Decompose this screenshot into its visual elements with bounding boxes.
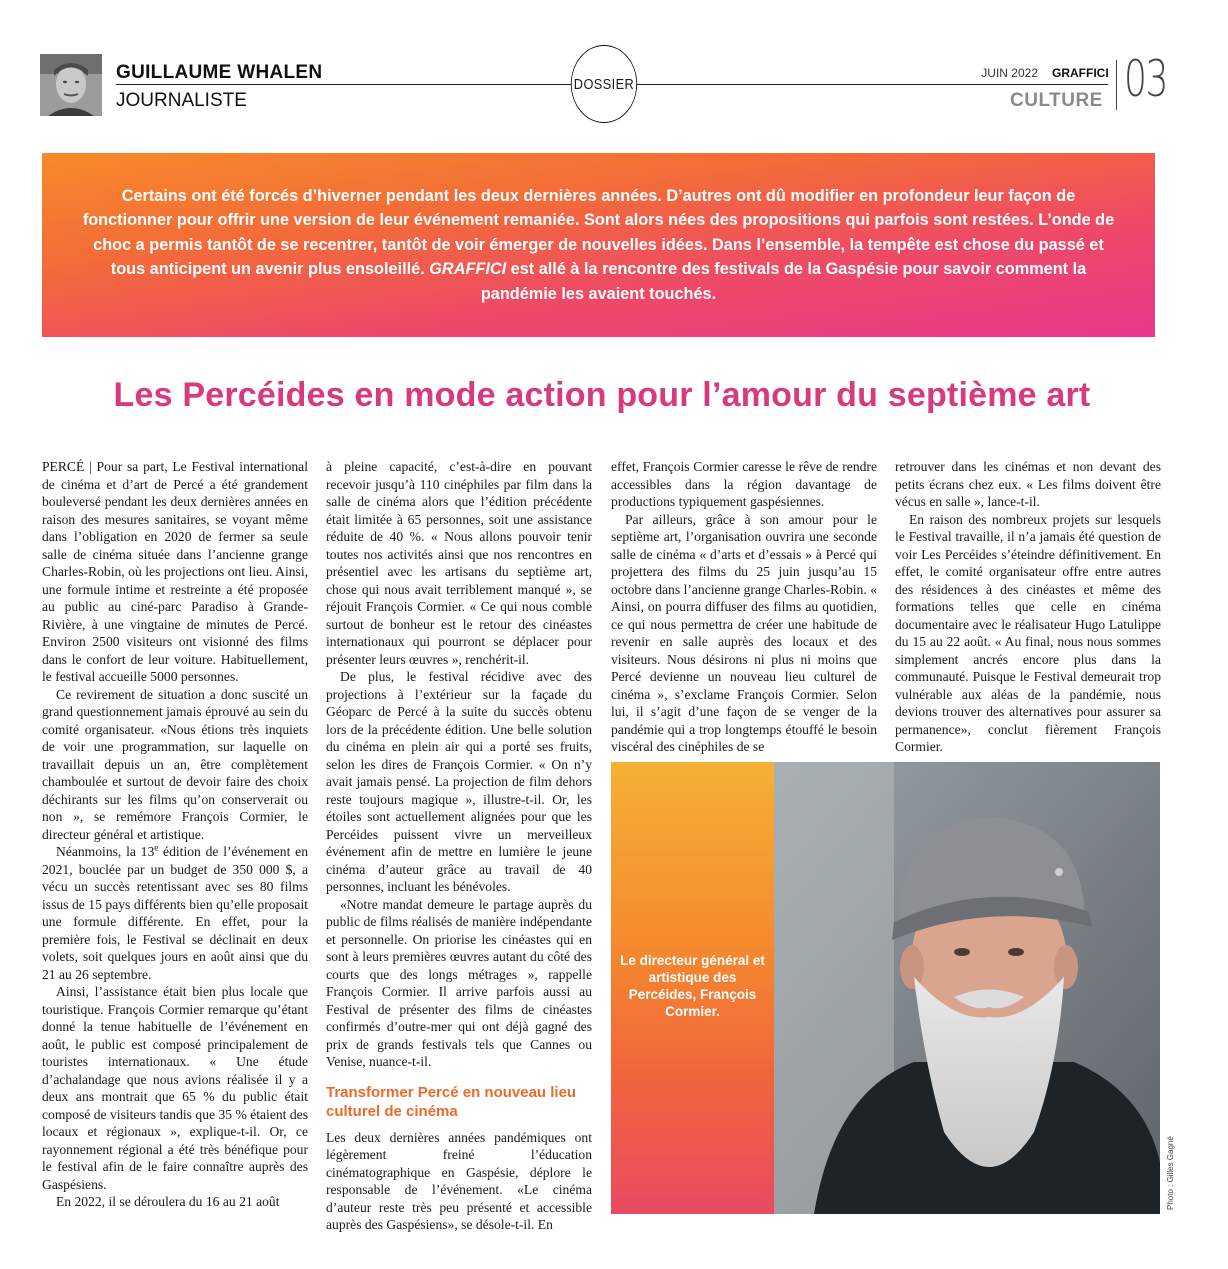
paragraph: En raison des nombreux projets sur lesquels le Festival travaille, il n’a jamais été question de voir Les Percéides s’éteindre définitivement. En effet, le comité organisateur offre entre autres des résidences à des cinéastes et même des formations telles que celle en cinéma documentaire avec le réalisateur Hugo Latulippe du 15 au 22 août. « Au final, nous nous sommes simplement ancrés encore plus dans la communauté. Puisque le Festival demeurait trop vulnérable aux aléas de la pandémie, nous devions trouver des alternatives pour assurer sa permanence», conclut fièrement François Cormier. bbox=[895, 511, 1161, 754]
paragraph: Les deux dernières années pandémiques ont légèrement freiné l’éducation cinématographique en Gaspésie, déplore le responsable de l’événement. «Le cinéma d’auteur reste très peu présenté et accessible auprès des Gaspésiens», se désole-t-il. En bbox=[326, 1129, 592, 1232]
magazine-name: GRAFFICI bbox=[1052, 66, 1109, 80]
article-column-3 bbox=[611, 458, 877, 756]
paragraph: «Notre mandat demeure le partage auprès du public de films réalisés de manière indépendante et personnelle. On priorise les cinéastes qui en sont à leurs premières œuvres autant du côté des courts que des longs métrages », rappelle François Cormier. Il arrive parfois aussi au Festival de présenter des films de cinéastes confirmés d’outre-mer qui ont déjà gagné des prix de grands festivals tels que Cannes ou Venise, nuance-t-il. bbox=[326, 896, 592, 1069]
caption-strip bbox=[611, 762, 774, 1214]
article-column-2 bbox=[326, 458, 592, 1234]
intro-magazine: GRAFFICI bbox=[429, 260, 507, 279]
paragraph: PERCÉ | Pour sa part, Le Festival international de cinéma et d’art de Percé a été grandement bouleversé pendant les deux dernières années en raison des mesures sanitaires, se voyant même dans l’obligation en 2020 de fermer sa seule salle de cinéma située dans l’ancienne grange Charles-Robin, où les projections ont lieu. Ainsi, une formule intime et restreinte a été proposée au public au ciné-parc Paradiso à Grande-Rivière, à une vingtaine de minutes de Percé. Environ 2500 visiteurs ont visionné des films dans le confort de leur voiture. Habituellement, le festival accueille 5000 personnes. bbox=[42, 459, 308, 684]
portrait-image bbox=[774, 762, 1160, 1214]
author-role: JOURNALISTE bbox=[116, 90, 247, 111]
photo-caption: Le directeur général et artistique des Percéides, François Cormier. bbox=[620, 953, 765, 1019]
photo-credit: Photo : Gilles Gagné bbox=[1166, 1136, 1175, 1210]
paragraph: Ce revirement de situation a donc suscité un grand questionnement jamais éprouvé au sein du comité organisateur. «Nous étions très inquiets de voir une programmation, sur laquelle on travaillait depuis un an, être complètement chamboulée et surtout de devoir faire des choix déchirants sur les films qu’on conserverait ou non », se remémore François Cormier, le directeur général et artistique. bbox=[42, 686, 308, 842]
issue-date: JUIN 2022 bbox=[981, 66, 1038, 80]
dossier-badge bbox=[571, 45, 637, 123]
headline: Les Percéides en mode action pour l’amour du septième art bbox=[113, 376, 1091, 414]
intro-part1: Certains ont été forcés d’hiverner pendant les deux dernières années. D’autres ont dû modifier en profondeur leur façon de fonctionner pour offrir une version de leur événement remaniée. Sont alors nées des propositions qui parfois sont restées. L’onde de choc a permis tantôt de se recentrer, tantôt de voir émerger de nouvelles idées. Dans l’ensemble, la tempête est chose du passé et tous anticipent un avenir plus ensoleillé. bbox=[82, 186, 1115, 279]
intro-band bbox=[42, 153, 1155, 337]
paragraph: retrouver dans les cinémas et non devant des petits écrans chez eux. « Les films doivent être vécus en salle », lance-t-il. bbox=[895, 459, 1161, 509]
paragraph: Néanmoins, la 13e édition de l’événement en 2021, bouclée par un budget de 350 000 $, a vécu un succès retentissant avec ses 80 films issus de 15 pays différents bien qu’elle proposait une formule différente. En effet, pour la première fois, le Festival se déclinait en deux volets, soit quelques jours en août ainsi que du 21 au 26 septembre. bbox=[42, 842, 308, 982]
author-photo bbox=[40, 54, 102, 116]
intro-part2: est allé à la rencontre des festivals de la Gaspésie pour savoir comment la pandémie les avaient touchés. bbox=[480, 260, 1087, 303]
paragraph: En 2022, il se déroulera du 16 au 21 août bbox=[56, 1194, 280, 1209]
paragraph: De plus, le festival récidive avec des projections à l’extérieur sur la façade du Géoparc de Percé à la suite du succès obtenu lors de la précédente édition. Une belle solution du cinéma en plein air qui a porté ses fruits, selon les dires de François Cormier. « On n’y avait jamais pensé. La projection de film dehors reste toujours magique », illustre-t-il. Or, les étoiles sont actuellement alignées pour que les Percéides puissent vivre un merveilleux événement afin de mettre en lumière le jeune cinéma d’auteur grâce au travail de 40 personnes, incluant les bénévoles. bbox=[326, 669, 592, 894]
paragraph: effet, François Cormier caresse le rêve de rendre accessibles dans la région davantage de productions typiquement gaspésiennes. bbox=[611, 459, 877, 509]
article-column-4 bbox=[895, 458, 1161, 756]
page-number: 03 bbox=[1124, 50, 1167, 108]
dossier-label: DOSSIER bbox=[573, 75, 635, 93]
paragraph: Ainsi, l’assistance était bien plus locale que touristique. François Cormier remarque qu’étant donné la tenue habituelle de l’événement en août, le public est composé principalement de touristes internationaux. « Une étude d’achalandage que nous avions réalisée il y a deux ans montrait que 65 % du public était composé de visiteurs tandis que 35 % étaient des locaux et régionaux », explique-t-il. Or, ce rayonnement régional a été très bénéfique pour le festival afin de le faire connaître auprès des Gaspésiens. bbox=[42, 984, 308, 1192]
section-label: CULTURE bbox=[1010, 90, 1103, 111]
paragraph: à pleine capacité, c’est-à-dire en pouvant recevoir jusqu’à 110 cinéphiles par film dans la salle de cinéma alors que l’édition précédente était limitée à 65 personnes, soit une assistance réduite de 40 %. « Nous allons pouvoir tenir toutes nos activités ainsi que nos rencontres en présentiel avec les artisans du septième art, chose qui nous avait terriblement manqué », se réjouit François Cormier. « Ce qui nous comble surtout de bonheur est le retour des cinéastes internationaux qui pourront se déplacer pour présenter leurs œuvres », renchérit-il. bbox=[326, 459, 592, 667]
subheading: Transformer Percé en nouveau lieu culturel de cinéma bbox=[326, 1083, 577, 1120]
author-name: GUILLAUME WHALEN bbox=[116, 62, 323, 83]
intro-text bbox=[82, 184, 1115, 307]
page-separator bbox=[1116, 60, 1117, 110]
article-column-1 bbox=[42, 458, 308, 1211]
portrait-photo bbox=[611, 762, 1160, 1214]
paragraph: Par ailleurs, grâce à son amour pour le septième art, l’organisation ouvrira une seconde salle de cinéma « d’arts et d’essais » à Percé qui projettera des films du 25 juin jusqu’au 15 octobre dans l’ancienne grange Charles-Robin. « Ainsi, on pourra diffuser des films au quotidien, ce qui nous permettra de créer une habitude de revenir en salle auprès des locaux et des visiteurs. Nous désirons ni plus ni moins que Percé devienne un nouveau lieu culturel de cinéma », s’exclame François Cormier. Selon lui, il s’agit d’une façon de se venger de la pandémie qui a trop longtemps étouffé le besoin viscéral des cinéphiles de se bbox=[611, 511, 877, 754]
